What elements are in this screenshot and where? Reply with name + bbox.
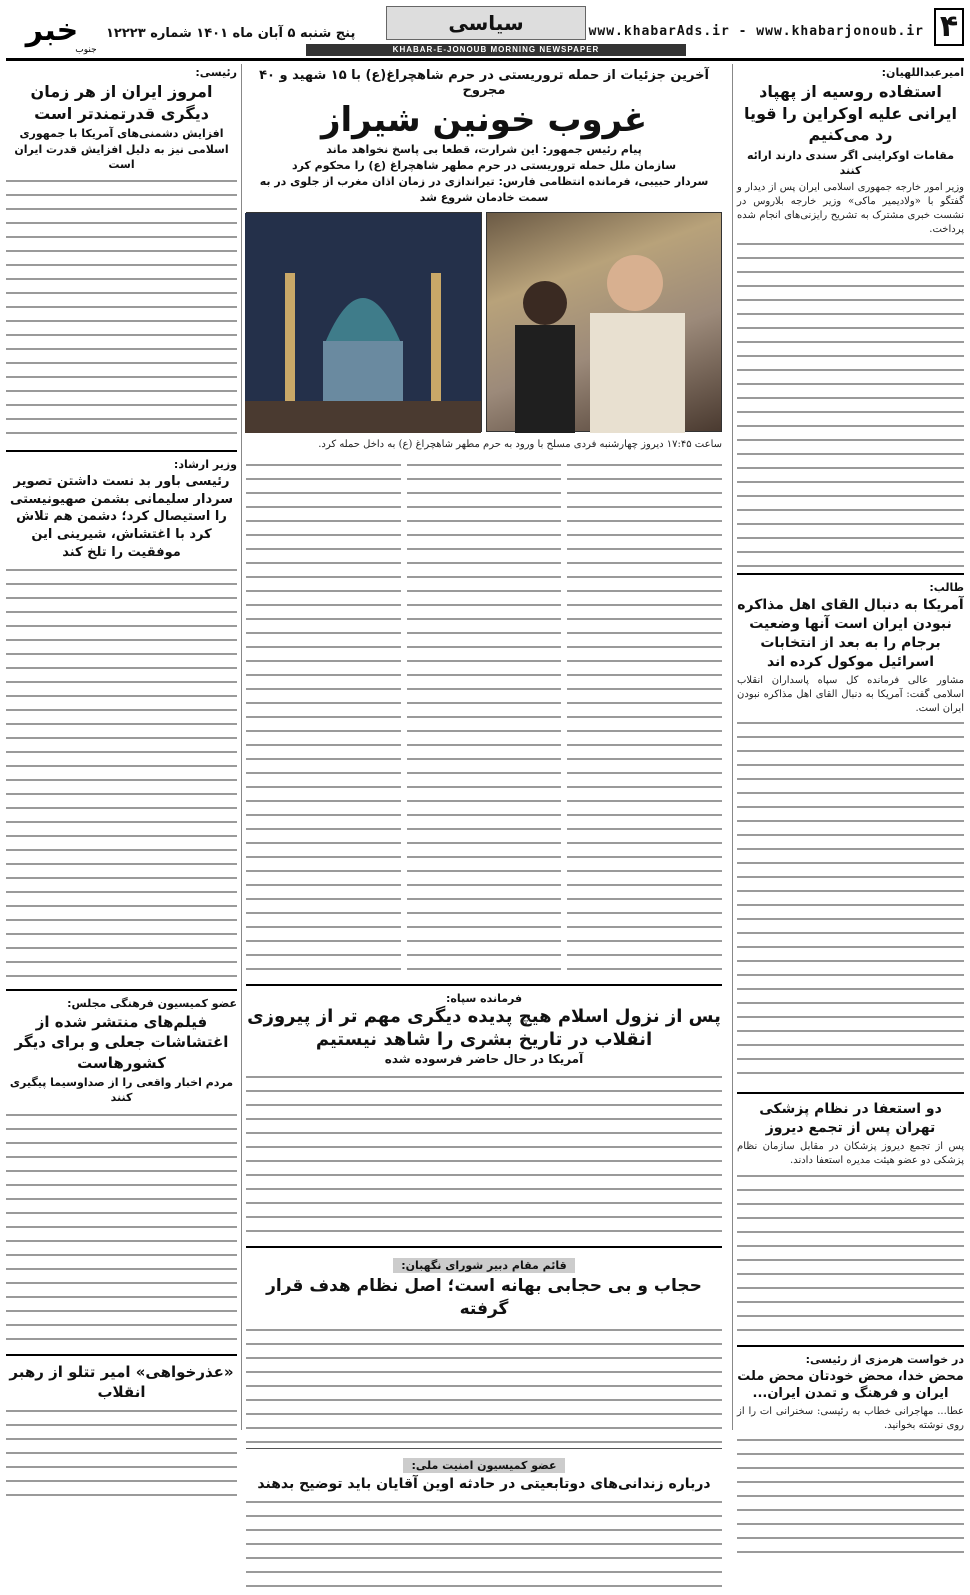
story-headline[interactable]: دو استعفا در نظام پزشکی تهران پس از تجمع دیروز (759, 1101, 942, 1137)
story-kicker: طالب: (929, 581, 964, 595)
article-text (6, 563, 237, 983)
page-number: ۴ (934, 8, 964, 46)
divider (246, 1448, 722, 1449)
story-kicker: وزیر ارشاد: (173, 458, 237, 472)
article-text (737, 1433, 964, 1553)
story-lead: پس از تجمع دیروز پزشکان در مقابل سازمان نظام پزشکی دو عضو هیئت مدیره استعفا دادند. (737, 1141, 964, 1167)
story-kicker: در خواست هرمزی از رئیسی: (805, 1352, 964, 1366)
story-kicker: عضو کمیسیون فرهنگی مجلس: (67, 997, 237, 1011)
story-kicker: امیرعبداللهیان: (881, 66, 964, 79)
article-text (246, 1323, 722, 1443)
lead-paragraph: ساعت ۱۷:۴۵ دیروز چهارشنبه فردی مسلح با ورود به حرم مطهر شاهچراغ (ع) به داخل حمله کرد. (318, 438, 722, 450)
divider (6, 989, 237, 991)
article-text (246, 458, 401, 978)
band-headline[interactable]: پس از نزول اسلام هیچ پدیده دیگری مهم تر از پیروزی انقلاب در تاریخ بشری را شاهد نیستیم (247, 1005, 721, 1051)
box-headline[interactable]: حجاب و بی حجابی بهانه است؛ اصل نظام هدف قرار گرفته (266, 1275, 702, 1319)
svg-text:جنوب: جنوب (75, 45, 97, 55)
issue-date: پنج شنبه ۵ آبان ماه ۱۴۰۱ شماره ۱۲۲۲۳ (106, 26, 356, 41)
story-lead: وزیر امور خارجه جمهوری اسلامی ایران پس از دیدار و گفتگو با «ولادیمیر ماکی» وزیر خارجه بلاروس در نشست خبری مشترک به تشریح رایزنی‌های انجام شده پرداخت. (737, 181, 964, 236)
photo-shrine (246, 212, 482, 432)
top-rule (6, 58, 964, 61)
story-headline[interactable]: رئیسی باور بد نست داشتن تصویر سردار سلیمانی بشمن صهیونیستی را استیصال کرد؛ دشمن هم تلاش کرد با اغتشاش، شیرینی این موفقیت را تلخ کند (9, 474, 234, 560)
lead-article-columns (246, 458, 722, 978)
story-kicker: رئیسی: (195, 66, 237, 79)
box-headline[interactable]: درباره زندانی‌های دوتابعیتی در حادثه اوین آقایان باید توضیح بدهند (257, 1475, 711, 1492)
lead-subtitle-1: پیام رئیس جمهور: این شرارت، قطعا بی پاسخ نخواهد ماند (326, 143, 642, 156)
section-title: سیاسی (386, 6, 586, 40)
article-text (737, 716, 964, 1086)
lead-subtitle-3: سردار حبیبی، فرمانده انتظامی فارس: تیراندازی در زمان اذان مغرب از جلوی در به سمت خادمان شروع شد (259, 174, 709, 204)
story-subtitle: افزایش دشمنی‌های آمریکا با جمهوری اسلامی نیز به دلیل افزایش قدرت ایران است (14, 127, 229, 171)
article-text (6, 174, 237, 444)
divider (6, 1354, 237, 1356)
divider (246, 984, 722, 986)
story-headline[interactable]: آمریکا به دنبال القای اهل مذاکره نبودن ایران است آنها وضعیت برجام را به بعد از انتخابات اسرائیل موکول کرده اند (737, 597, 964, 670)
article-text (407, 458, 562, 978)
lead-subtitle-2: سازمان ملل حمله تروریستی در حرم مطهر شاهچراغ (ع) را محکوم کرد (291, 158, 677, 172)
article-text (246, 1495, 722, 1595)
masthead (6, 4, 964, 56)
story-headline[interactable]: «عذرخواهی» امیر تتلو از رهبر انقلاب (9, 1362, 234, 1401)
divider (737, 573, 964, 575)
divider (737, 1092, 964, 1094)
box-kicker: عضو کمیسیون امنیت ملی: (403, 1458, 564, 1473)
band-kicker: فرمانده سپاه: (445, 991, 523, 1005)
photo-interview (486, 212, 722, 432)
story-headline[interactable]: محض خدا، محض خودتان محض ملت ایران و فرهنگ و تمدن ایران... (737, 1368, 964, 1402)
divider (246, 1246, 722, 1248)
svg-text:خبر: خبر (25, 13, 79, 48)
article-text (6, 1108, 237, 1348)
lead-headline[interactable]: غروب خونین شیراز (320, 100, 648, 140)
story-subtitle: مقامات اوکراینی اگر سندی دارند ارائه کنند (746, 148, 955, 178)
story-headline[interactable]: فیلم‌های منتشر شده از اغتشاشات جعلی و برای دیگر کشورهاست (14, 1013, 229, 1072)
main-column (246, 64, 722, 1492)
left-column (6, 64, 242, 1430)
divider (6, 450, 237, 452)
article-text (567, 458, 722, 978)
article-text (737, 237, 964, 567)
box-kicker: قائم مقام دبیر شورای نگهبان: (393, 1258, 575, 1273)
lead-kicker: آخرین جزئیات از حمله تروریستی در حرم شاهچراغ(ع) با ۱۵ شهید و ۴۰ مجروح (259, 68, 709, 98)
story-lead: عطا... مهاجرانی خطاب به رئیسی: سخنرانی ات را از روی نوشته بخوانید. (737, 1405, 964, 1431)
site-url[interactable]: www.khabarAds.ir - www.khabarjonoub.ir (588, 24, 924, 39)
story-headline[interactable]: استفاده روسیه از پهپاد ایرانی علیه اوکراین را قویا رد می‌کنیم (744, 82, 957, 145)
right-column (732, 64, 964, 1430)
story-subtitle: مردم اخبار واقعی را از صداوسیما پیگیری کنند (9, 1075, 234, 1105)
story-lead: مشاور عالی فرمانده کل سپاه پاسداران انقلاب اسلامی گفت: آمریکا به دنبال القای اهل مذاکره نبودن ایران است. (737, 674, 964, 715)
lead-photos (246, 212, 722, 432)
divider (737, 1345, 964, 1347)
article-text (737, 1169, 964, 1339)
band-subtitle: آمریکا در حال حاضر فرسوده شده (384, 1051, 584, 1066)
article-text (6, 1404, 237, 1504)
story-headline[interactable]: امروز ایران از هر زمان دیگری قدرتمندتر است (30, 82, 213, 123)
newspaper-logo (6, 4, 98, 56)
article-text (246, 1070, 722, 1240)
english-banner: KHABAR-E-JONOUB MORNING NEWSPAPER (306, 44, 686, 56)
